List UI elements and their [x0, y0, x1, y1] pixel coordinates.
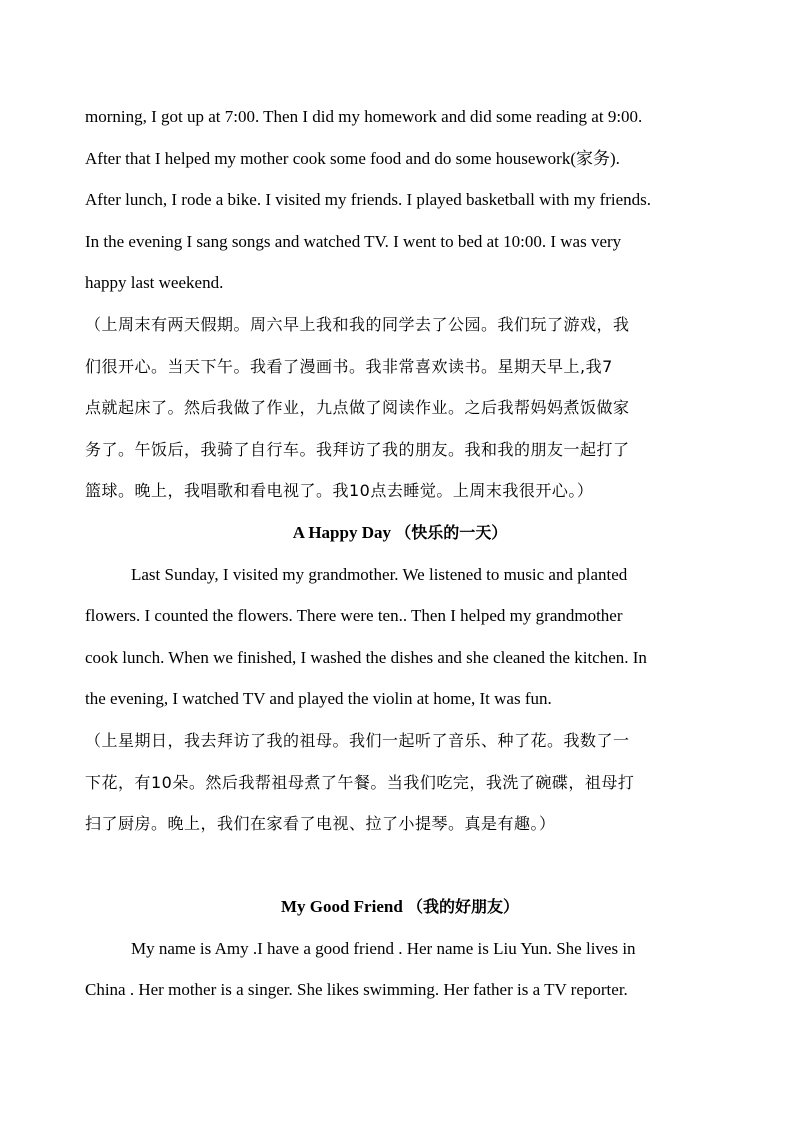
paragraph-line: After that I helped my mother cook some food and do some housework(家务).: [85, 148, 620, 168]
section-title-chinese: （快乐的一天）: [395, 522, 508, 542]
blank-line: [85, 845, 715, 887]
section-title: [85, 886, 715, 928]
section-title-english: A Happy Day: [292, 522, 396, 542]
translation-line: （上周末有两天假期。周六早上我和我的同学去了公园。我们玩了游戏，我: [85, 314, 630, 334]
paragraph-line: cook lunch. When we finished, I washed the dishes and she cleaned the kitchen. In: [85, 647, 647, 667]
section-title: [85, 512, 715, 554]
document-page: [85, 96, 715, 1011]
paragraph-line: Last Sunday, I visited my grandmother. We listened to music and planted: [131, 564, 628, 584]
translation-line: （上星期日，我去拜访了我的祖母。我们一起听了音乐、种了花。我数了一: [85, 730, 630, 750]
paragraph-line: My name is Amy .I have a good friend . Her name is Liu Yun. She lives in: [131, 938, 636, 958]
paragraph-line: morning, I got up at 7:00. Then I did my homework and did some reading at 9:00.: [85, 107, 643, 126]
translation-line: 扫了厨房。晚上，我们在家看了电视、拉了小提琴。真是有趣。）: [85, 814, 556, 834]
translation-line: 篮球。晚上，我唱歌和看电视了。我10点去睡觉。上周末我很开心。）: [85, 481, 594, 501]
translation-line: 们很开心。当天下午。我看了漫画书。我非常喜欢读书。星期天早上,我7: [85, 356, 613, 376]
paragraph-line: flowers. I counted the flowers. There were ten.. Then I helped my grandmother: [85, 606, 623, 626]
section-title-chinese: （我的好朋友）: [407, 897, 520, 917]
section-title-english: My Good Friend: [280, 897, 408, 917]
paragraph-line: China . Her mother is a singer. She likes swimming. Her father is a TV reporter.: [85, 980, 628, 1000]
translation-line: 点就起床了。然后我做了作业，九点做了阅读作业。之后我帮妈妈煮饭做家: [85, 398, 630, 418]
paragraph-line: happy last weekend.: [85, 273, 224, 293]
paragraph-line: After lunch, I rode a bike. I visited my friends. I played basketball with my friends.: [85, 190, 652, 210]
paragraph-line: In the evening I sang songs and watched TV. I went to bed at 10:00. I was very: [85, 231, 622, 251]
translation-line: 下花，有10朵。然后我帮祖母煮了午餐。当我们吃完，我洗了碗碟，祖母打: [85, 772, 635, 792]
translation-line: 务了。午饭后，我骑了自行车。我拜访了我的朋友。我和我的朋友一起打了: [85, 439, 630, 459]
paragraph-line: the evening, I watched TV and played the violin at home, It was fun.: [85, 689, 552, 709]
